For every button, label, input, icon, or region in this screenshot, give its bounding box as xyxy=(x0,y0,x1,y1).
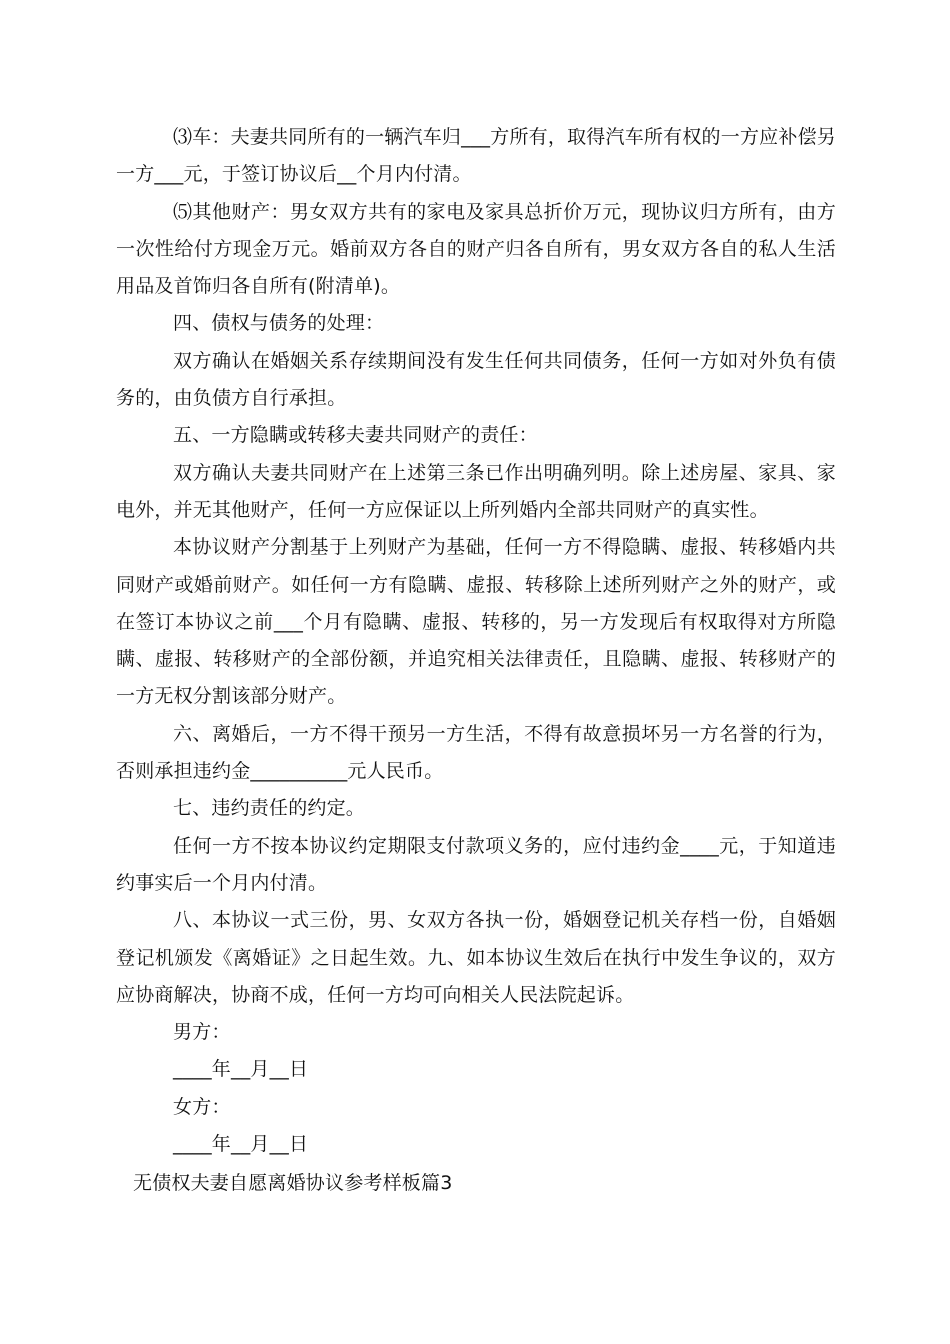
paragraph-property-confirmation: 双方确认夫妻共同财产在上述第三条已作出明确列明。除上述房屋、家具、家电外，并无其他财产，任何一方应保证以上所列婚内全部共同财产的真实性。 xyxy=(116,461,836,521)
paragraph-car-clause: ⑶车：夫妻共同所有的一辆汽车归___方所有，取得汽车所有权的一方应补偿另一方___元，于签订协议后__个月内付清。 xyxy=(116,126,836,186)
heading-breach-liability: 七、违约责任的约定。 xyxy=(173,797,366,820)
heading-debts: 四、债权与债务的处理： xyxy=(173,312,385,335)
paragraph-breach-penalty: 任何一方不按本协议约定期限支付款项义务的，应付违约金____元，于知道违约事实后一个月内付清。 xyxy=(116,834,836,894)
signature-male-date: ____年__月__日 xyxy=(173,1058,309,1081)
agreement-body xyxy=(116,119,836,1163)
paragraph-property-division-basis: 本协议财产分割基于上列财产为基础，任何一方不得隐瞒、虚报、转移婚内共同财产或婚前财产。如任何一方有隐瞒、虚报、转移除上述所列财产之外的财产，或在签订本协议之前___个月有隐瞒、虚报、转移的，另一方发现后有权取得对方所隐瞒、虚报、转移财产的全部份额，并追究相关法律责任，且隐瞒、虚报、转移财产的一方无权分割该部分财产。 xyxy=(116,536,836,708)
heading-concealment-liability: 五、一方隐瞒或转移夫妻共同财产的责任： xyxy=(173,424,538,447)
paragraph-debts: 双方确认在婚姻关系存续期间没有发生任何共同债务，任何一方如对外负有债务的，由负债方自行承担。 xyxy=(116,349,836,410)
paragraph-other-property-clause: ⑸其他财产：男女双方共有的家电及家具总折价万元，现协议归方所有，由方一次性给付方现金万元。婚前双方各自的财产归各自所有，男女双方各自的私人生活用品及首饰归各自所有(附清单)。 xyxy=(116,200,836,298)
next-section-title: 无债权夫妻自愿离婚协议参考样板篇3 xyxy=(133,1172,453,1194)
signature-female-label: 女方： xyxy=(173,1095,231,1118)
paragraph-post-divorce-clause: 六、离婚后，一方不得干预另一方生活，不得有故意损坏另一方名誉的行为，否则承担违约金__________元人民币。 xyxy=(116,722,836,783)
signature-female-date: ____年__月__日 xyxy=(173,1133,309,1156)
signature-male-label: 男方： xyxy=(173,1021,231,1044)
paragraph-copies-and-disputes: 八、本协议一式三份，男、女双方各执一份，婚姻登记机关存档一份，自婚姻登记机颁发《离婚证》之日起生效。九、如本协议生效后在执行中发生争议的，双方应协商解决，协商不成，任何一方均可向相关人民法院起诉。 xyxy=(116,909,836,1006)
